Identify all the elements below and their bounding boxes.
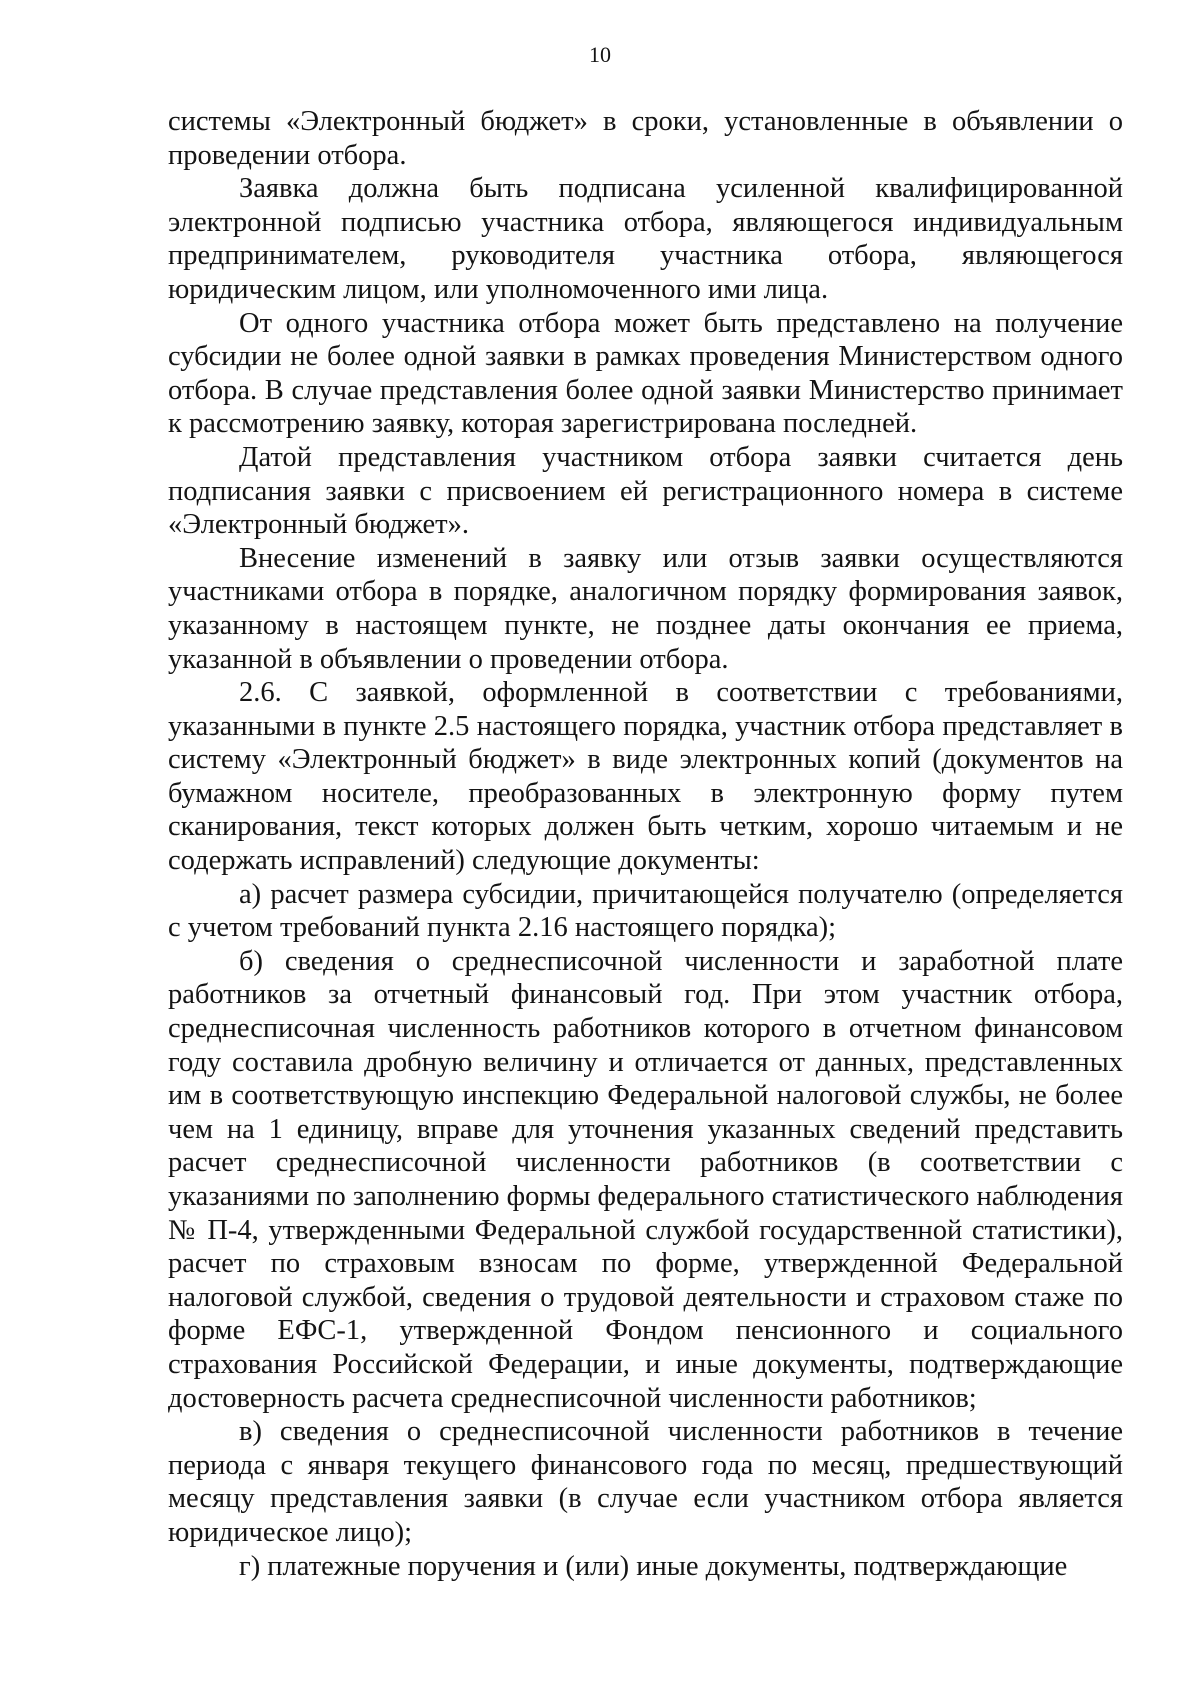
- list-item-v: в) сведения о среднесписочной численности работников в течение периода с января текущего финансового года по месяц, предшествующий месяцу представления заявки (в случае если участником отбора является юридическое лицо);: [168, 1416, 1123, 1548]
- page-number: 10: [589, 42, 611, 67]
- paragraph-single-application: От одного участника отбора может быть представлено на получение субсидии не более одной заявки в рамках проведения Министерством одного отбора. В случае представления более одной заявки Министерство принимает к рассмотрению заявку, которая зарегистрирована последней.: [168, 307, 1123, 440]
- list-item-g: г) платежные поручения и (или) иные документы, подтверждающие: [239, 1550, 1068, 1582]
- paragraph-submission-date: Датой представления участником отбора заявки считается день подписания заявки с присвоением ей регистрационного номера в системе «Электронный бюджет».: [168, 441, 1123, 541]
- list-item-b: б) сведения о среднесписочной численности и заработной плате работников за отчетный финансовый год. При этом участник отбора, среднесписочная численность работников которого в отчетном финансовом году составила дробную величину и отличается от данных, представленных им в соответствующую инспекцию Федеральной налоговой службы, не более чем на 1 единицу, вправе для уточнения указанных сведений представить расчет среднесписочной численности работников (в соответствии с указаниями по заполнению формы федерального статистического наблюдения № П-4, утвержденными Федеральной службой государственной статистики), расчет по страховым взносам по форме, утвержденной Федеральной налоговой службой, сведения о трудовой деятельности и страховом стаже по форме ЕФС-1, утвержденной Фондом пенсионного и социального страхования Российской Федерации, и иные документы, подтверждающие достоверность расчета среднесписочной численности работников;: [168, 945, 1123, 1414]
- paragraph-amendments: Внесение изменений в заявку или отзыв заявки осуществляются участниками отбора в порядке, аналогичном порядку формирования заявок, указанному в настоящем пункте, не позднее даты окончания ее приема, указанной в объявлении о проведении отбора.: [168, 542, 1123, 675]
- paragraph-section-2-6: 2.6. С заявкой, оформленной в соответствии с требованиями, указанными в пункте 2.5 настоящего порядка, участник отбора представляет в систему «Электронный бюджет» в виде электронных копий (документов на бумажном носителе, преобразованных в электронную форму путем сканирования, текст которых должен быть четким, хорошо читаемым и не содержать исправлений) следующие документы:: [168, 677, 1123, 877]
- paragraph-signature-requirement: Заявка должна быть подписана усиленной квалифицированной электронной подписью участника отбора, являющегося индивидуальным предпринимателем, руководителя участника отбора, являющегося юридическим лицом, или уполномоченного ими лица.: [168, 173, 1123, 305]
- list-item-a: а) расчет размера субсидии, причитающейся получателю (определяется с учетом требований пункта 2.16 настоящего порядка);: [168, 878, 1123, 944]
- paragraph-continuation: системы «Электронный бюджет» в сроки, установленные в объявлении о проведении отбора.: [168, 106, 1123, 171]
- document-body: [168, 105, 1123, 1583]
